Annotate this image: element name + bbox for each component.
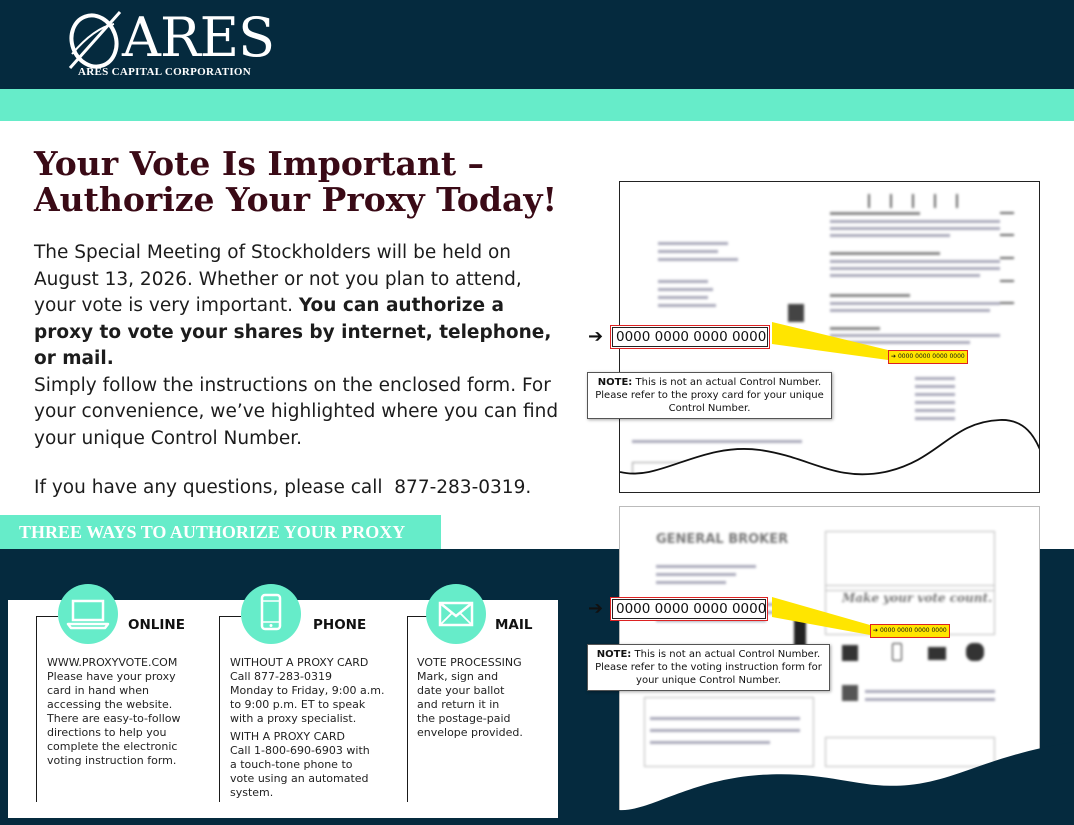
divider-horizontal [36,616,58,617]
method-heading: WITHOUT A PROXY CARD [230,656,369,669]
note-text: This is not an actual Control Number. Please refer to the proxy card for your unique Control Number. [595,377,824,414]
method-mail [407,616,552,802]
laptop-icon [58,584,118,644]
method-heading-secondary: WITH A PROXY CARD [230,730,345,743]
note-text: This is not an actual Control Number. Please refer to the voting instruction form for your unique Control Number. [595,649,822,686]
methods-panel [8,600,558,818]
vif-mini-control-number [870,624,950,638]
method-body: Mark, sign and date your ballot and return it in the postage-paid envelope provided. [417,670,523,739]
online-icon-circle [58,584,118,644]
intro-paragraph-plain: The Special Meeting of Stockholders will be held on August 13, 2026. Whether or not you plan to attend, your vote is very important. [34,242,522,316]
divider-horizontal [407,616,427,617]
control-number-callout [610,597,768,621]
method-body-secondary: Call 1-800-690-6903 with a touch-tone phone to vote using an automated system. [230,744,370,799]
header-bar [0,0,1074,89]
control-number-callout [610,325,770,349]
arrow-right-icon: ➔ [891,353,897,360]
control-number-text: 0000 0000 0000 0000 [612,327,768,347]
mint-band [0,89,1074,121]
phone-icon [241,584,301,644]
method-title: PHONE [313,617,367,633]
control-number-text: 0000 0000 0000 0000 [612,599,766,619]
phone-icon-circle [241,584,301,644]
proxy-card-note [587,372,832,419]
method-heading[interactable]: WWW.PROXYVOTE.COM [47,656,178,669]
ways-banner: THREE WAYS TO AUTHORIZE YOUR PROXY [0,515,441,549]
arrow-right-icon: ➔ [873,627,879,634]
arrow-right-icon: ➔ [588,326,604,347]
method-phone [219,616,389,802]
highlight-beam [772,322,888,360]
mail-icon-circle [426,584,486,644]
divider-vertical [219,616,220,802]
questions-text: If you have any questions, please call [34,477,383,498]
blurred-heading: Make your vote count. [842,591,993,605]
intro-paragraph-bold: You can authorize a proxy to vote your shares by internet, telephone, or mail. [34,295,552,369]
questions-phone[interactable]: 877-283-0319. [394,477,532,498]
ares-logo [64,6,274,82]
note-label: NOTE: [596,649,632,660]
logo-wordmark: ARES [122,6,275,69]
method-body: Please have your proxy card in hand when accessing the website. There are easy-to-follow directions to help you complete the electronic voting instruction form. [47,670,181,767]
proxy-card-mini-control-number [888,350,968,364]
page-title: Your Vote Is Important – Authorize Your Proxy Today! [34,144,558,219]
vif-note [587,644,830,691]
note-label: NOTE: [597,377,633,388]
mini-control-number-text: 0000 0000 0000 0000 [879,627,947,634]
questions-line [34,475,531,501]
method-title: ONLINE [128,617,185,633]
ares-logo-mark-icon [64,8,126,70]
mini-control-number-text: 0000 0000 0000 0000 [897,353,965,360]
logo-subtitle: ARES CAPITAL CORPORATION [78,66,252,78]
highlight-beam [772,597,870,635]
intro-text [34,240,564,452]
divider-vertical [407,616,408,802]
method-title: MAIL [495,617,533,633]
method-heading: VOTE PROCESSING [417,656,522,669]
arrow-right-icon: ➔ [588,598,604,619]
intro-paragraph-two: Simply follow the instructions on the enclosed form. For your convenience, we’ve highlighted where you can find your unique Control Number. [34,374,559,449]
divider-vertical [36,616,37,802]
method-body: Call 877-283-0319 Monday to Friday, 9:00 a.m. to 9:00 p.m. ET to speak with a proxy specialist. [230,670,385,725]
navy-wave-graphic [619,740,1074,825]
envelope-icon [426,584,486,644]
method-online [36,616,206,802]
divider-horizontal [219,616,241,617]
blurred-brand: GENERAL BROKER [656,532,789,547]
